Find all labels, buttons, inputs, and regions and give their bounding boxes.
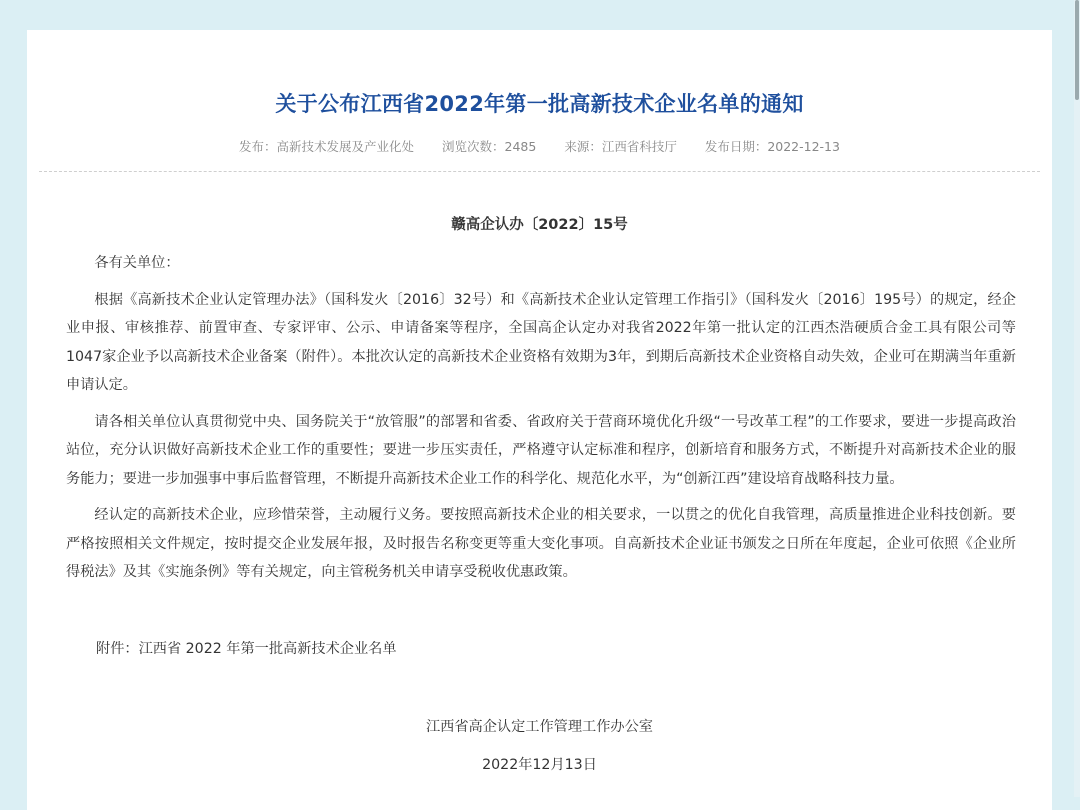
salutation: 各有关单位： <box>94 255 180 271</box>
meta-source: 来源：江西省科技厅 <box>564 139 677 154</box>
meta-views: 浏览次数：2485 <box>442 139 537 154</box>
article-title: 关于公布江西省2022年第一批高新技术企业名单的通知 <box>275 92 804 116</box>
article-meta <box>27 137 1052 155</box>
article-card <box>27 30 1052 810</box>
meta-date: 发布日期：2022-12-13 <box>704 139 840 154</box>
body-paragraph-1: 根据《高新技术企业认定管理办法》（国科发火〔2016〕32号）和《高新技术企业认定管理工作指引》（国科发火〔2016〕195号）的规定，经企业申报、审核推荐、前置审查、专家评审、公示、申请备案等程序，全国高企认定办对我省2022年第一批认定的江西杰浩硬质合金工具有限公司等1047家企业予以高新技术企业备案（附件）。本批次认定的高新技术企业资格有效期为3年，到期后高新技术企业资格自动失效，企业可在期满当年重新申请认定。 <box>66 291 1016 393</box>
meta-publisher: 发布：高新技术发展及产业化处 <box>239 139 415 154</box>
sign-date: 2022年12月13日 <box>482 757 597 773</box>
body-paragraph-2: 请各相关单位认真贯彻党中央、国务院关于“放管服”的部署和省委、省政府关于营商环境优化升级“一号改革工程”的工作要求，要进一步提高政治站位，充分认识做好高新技术企业工作的重要性；要进一步压实责任，严格遵守认定标准和程序，创新培育和服务方式，不断提升对高新技术企业的服务能力；要进一步加强事中事后监督管理，不断提升高新技术企业工作的科学化、规范化水平，为“创新江西”建设培育战略科技力量。 <box>66 413 1016 487</box>
article-body <box>66 249 1016 595</box>
document-number: 赣高企认办〔2022〕15号 <box>451 217 628 233</box>
attachment-line: 附件：江西省 2022 年第一批高新技术企业名单 <box>96 641 397 657</box>
title-divider <box>39 171 1040 172</box>
body-paragraph-3: 经认定的高新技术企业，应珍惜荣誉，主动履行义务。要按照高新技术企业的相关要求，一以贯之的优化自我管理，高质量推进企业科技创新。要严格按照相关文件规定，按时提交企业发展年报，及时报告名称变更等重大变化事项。自高新技术企业证书颁发之日所在年度起，企业可依照《企业所得税法》及其《实施条例》等有关规定，向主管税务机关申请享受税收优惠政策。 <box>66 507 1016 580</box>
scrollbar-track[interactable] <box>1074 0 1080 797</box>
signer: 江西省高企认定工作管理工作办公室 <box>425 719 653 735</box>
scrollbar-thumb[interactable] <box>1075 0 1079 100</box>
